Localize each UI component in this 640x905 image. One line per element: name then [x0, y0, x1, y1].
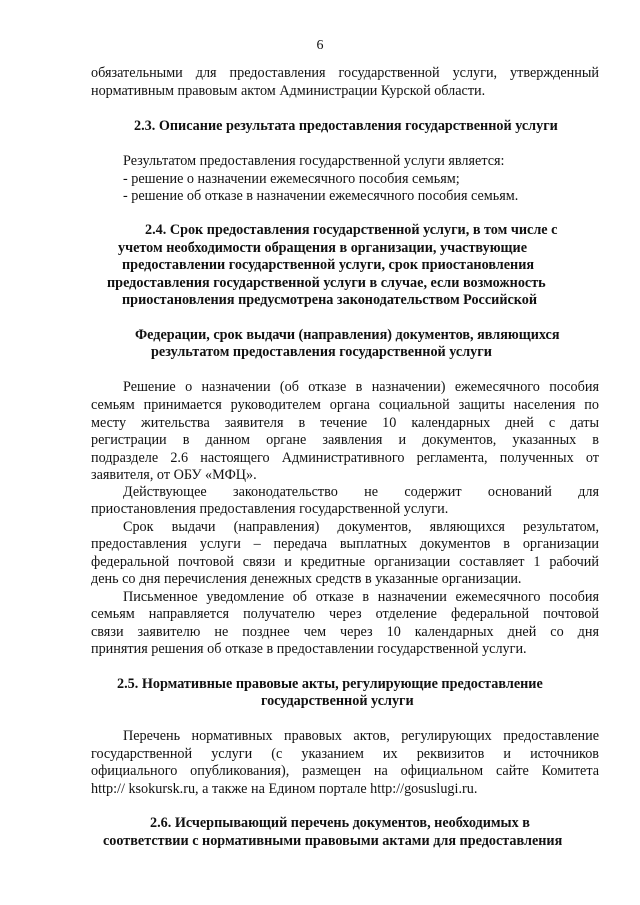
- section-2-4-heading-line: приостановления предусмотрена законодательством Российской: [122, 292, 538, 308]
- section-2-4-heading-line: результатом предоставления государственной услуги: [151, 344, 492, 360]
- intro-line: обязательными для предоставления государственной услуги, утвержденный: [91, 65, 599, 81]
- section-2-5-heading-line: 2.5. Нормативные правовые акты, регулирующие предоставление: [117, 676, 543, 692]
- page-number: 6: [316, 38, 324, 53]
- section-2-4-heading-line: предоставления государственной услуги в случае, если возможность: [107, 275, 546, 291]
- section-2-4-line: федеральной почтовой связи и кредитные организации составляет 1 рабочий: [91, 554, 599, 570]
- section-2-3-heading: 2.3. Описание результата предоставления государственной услуги: [134, 118, 558, 134]
- section-2-5-line: http:// ksokursk.ru, а также на Едином портале http://gosuslugi.ru.: [91, 781, 478, 797]
- section-2-4-line: Срок выдачи (направления) документов, являющихся результатом,: [123, 519, 599, 535]
- section-2-4-heading-line: предоставлении государственной услуги, срок приостановления: [122, 257, 535, 273]
- section-2-3-line: - решение об отказе в назначении ежемесячного пособия семьям.: [123, 188, 519, 204]
- section-2-6-heading-line: 2.6. Исчерпывающий перечень документов, необходимых в: [150, 815, 530, 831]
- section-2-4-line: месту жительства заявителя в течение 10 календарных дней с даты: [91, 415, 599, 431]
- section-2-6-heading-line: соответствии с нормативными правовыми актами для предоставления: [103, 833, 563, 849]
- section-2-4-line: заявителя, от ОБУ «МФЦ».: [91, 467, 257, 483]
- section-2-4-line: приостановления предоставления государственной услуги.: [91, 501, 449, 517]
- section-2-4-line: предоставления услуги – передача выплатных документов в организации: [91, 536, 599, 552]
- section-2-3-line: Результатом предоставления государственной услуги является:: [123, 153, 505, 169]
- section-2-4-heading-line: Федерации, срок выдачи (направления) документов, являющихся: [135, 327, 560, 343]
- section-2-4-heading-line: 2.4. Срок предоставления государственной услуги, в том числе с: [145, 222, 558, 238]
- section-2-4-line: Письменное уведомление об отказе в назначении ежемесячного пособия: [123, 589, 599, 605]
- section-2-4-line: принятия решения об отказе в предоставлении государственной услуги.: [91, 641, 527, 657]
- section-2-4-line: подразделе 2.6 настоящего Административного регламента, полученных от: [91, 450, 599, 466]
- section-2-5-line: государственной услуги (с указанием их реквизитов и источников: [91, 746, 599, 762]
- intro-line: нормативным правовым актом Администрации Курской области.: [91, 83, 486, 99]
- section-2-5-line: официального опубликования), размещен на официальном сайте Комитета: [91, 763, 599, 779]
- section-2-4-heading-line: учетом необходимости обращения в организации, участвующие: [118, 240, 527, 256]
- section-2-3-line: - решение о назначении ежемесячного пособия семьям;: [123, 171, 460, 187]
- section-2-4-line: связи заявителю не позднее чем через 10 календарных дней со дня: [91, 624, 599, 640]
- section-2-5-line: Перечень нормативных правовых актов, регулирующих предоставление: [123, 728, 599, 744]
- section-2-4-line: Действующее законодательство не содержит оснований для: [123, 484, 599, 500]
- section-2-4-line: регистрации в данном органе заявления и документов, указанных в: [91, 432, 599, 448]
- section-2-4-line: Решение о назначении (об отказе в назначении) ежемесячного пособия: [123, 379, 599, 395]
- section-2-4-line: день со дня перечисления денежных средств в указанные организации.: [91, 571, 522, 587]
- section-2-4-line: семьям принимается руководителем органа социальной защиты населения по: [91, 397, 599, 413]
- section-2-5-heading-line: государственной услуги: [261, 693, 414, 709]
- section-2-4-line: семьям направляется получателю через отделение федеральной почтовой: [91, 606, 599, 622]
